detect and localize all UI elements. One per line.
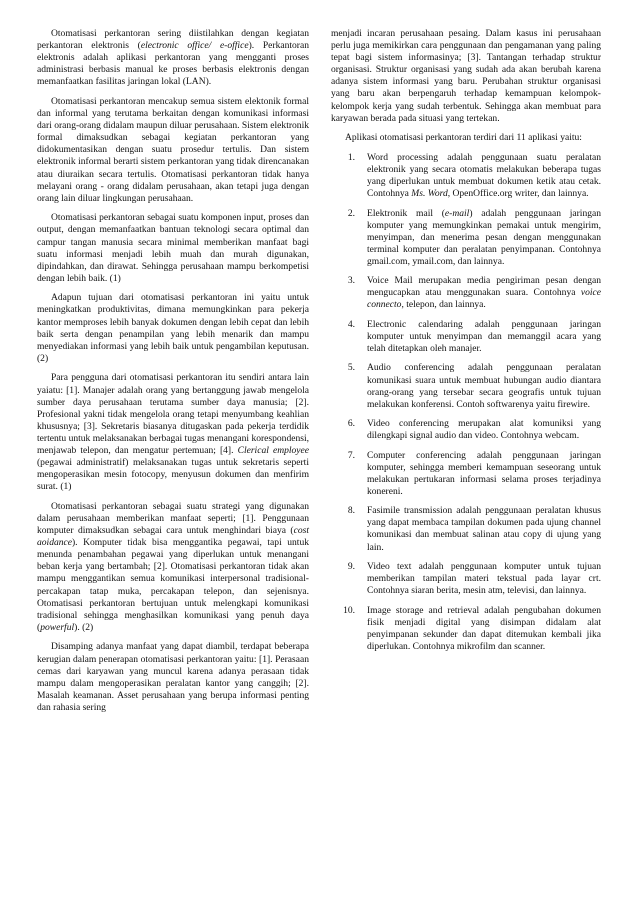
text-run: Para pengguna dari otomatisasi perkantoran itu sendiri antara lain yaiatu: [1]. Manajer adalah orang yang bertanggung jawab mengelola sumber daya perusahaan terutama sumber daya manusia; [2]. Profesional yakni tidak mengelola orang tetapi menyumbang keahlian khususnya; [3]. Sekretaris biasanya ditugaskan pada pekerja terdidik tertentu untuk melaksanakan berbagai tugas menangani korespondensi, menjawab telepon, dan mengatur pertemuan; [4]. bbox=[37, 372, 309, 456]
body-paragraph bbox=[37, 641, 309, 714]
body-paragraph bbox=[331, 28, 601, 125]
text-run: Video conferencing merupakan alat komuniksi yang dilengkapi signal audio dan video. Contohnya webcam. bbox=[367, 418, 601, 442]
list-item bbox=[331, 505, 601, 553]
right-column bbox=[331, 28, 601, 660]
body-paragraph bbox=[37, 292, 309, 365]
body-paragraph bbox=[37, 501, 309, 634]
text-run: Disamping adanya manfaat yang dapat diambil, terdapat beberapa kerugian dalam penerapan otomatisasi perkantoran yaitu: [1]. Perasaan cemas dari karyawan yang muncul karena adanya perasaan tidak mampu dalam mengoperasikan peralatan kantor yang canggih; [2]. Masalah keamanan. Asset perusahaan yang berupa informasi penting dan rahasia sering bbox=[37, 641, 309, 713]
text-run: Voice Mail merupakan media pengiriman pesan dengan mengucapkan atau menggunakan suara. Contohnya bbox=[367, 275, 601, 299]
list-number: 9. bbox=[347, 560, 355, 572]
text-run: Elektronik mail ( bbox=[367, 207, 445, 219]
text-run: Video text adalah penggunaan komputer untuk tujuan memberikan tampilan materi tekstual pada layar crt. Contohnya siaran berita, mesin atm, televisi, dan lainnya. bbox=[367, 560, 601, 597]
italic-term: voice connecto bbox=[367, 287, 601, 311]
list-number: 5. bbox=[347, 362, 355, 374]
list-number: 7. bbox=[347, 449, 355, 461]
text-run: Electronic calendaring adalah penggunaan jaringan komputer untuk menyimpan dan memanggil acara yang telah ditetapkan oleh manajer. bbox=[367, 318, 601, 355]
text-run: ). (2) bbox=[74, 621, 94, 633]
text-run: Adapun tujuan dari otomatisasi perkantoran ini yaitu untuk meningkatkan produktivitas, dimana memungkinkan para pekerja kantor memproses lebih banyak dokumen dengan lebih cepat dan lebih baik serta dengan penampilan yang lebih menarik dan mampu menyediakan informasi yang lebih baik untuk pengambilan keputusan. (2) bbox=[37, 292, 309, 364]
text-run: Otomatisasi perkantoran sering diistilahkan dengan kegiatan perkantoran elektronis ( bbox=[37, 28, 309, 52]
list-number: 4. bbox=[347, 318, 355, 330]
text-run: (pegawai administratif) melaksanakan tugas untuk sekretaris seperti mengoperasikan mesin fotocopy, menyusun dokumen dan menfirim surat. (1) bbox=[37, 457, 309, 493]
list-item-text bbox=[367, 450, 601, 498]
list-item bbox=[331, 561, 601, 597]
list-item-text bbox=[367, 319, 601, 355]
list-item bbox=[331, 152, 601, 200]
list-number: 1. bbox=[347, 151, 355, 163]
text-run: Otomatisasi perkantoran mencakup semua sistem elektonik formal dan informal yang terutama berkaitan dengan komunikasi informasi dari orang-orang didalam maupun diluar perusahaan. Sistem elektronik formal dimaksudkan sebagai kegiatan perkantoran yang didokumentasikan dengan suatu prosedur tertulis. Dan sistem elektronik informal berarti sistem perkantoran yang tidak direncanakan atau diuraikan secara tertulis. Otomatisasi perkantoran tidak hanya melayani orang - orang didalam perusahaan, akan tetapi juga dengan orang lain diluar lingkungan perusahaan. bbox=[37, 95, 310, 204]
list-item bbox=[331, 362, 601, 410]
italic-term: Ms. Word bbox=[411, 188, 448, 200]
italic-term: Clerical employee bbox=[237, 445, 310, 456]
list-item-text bbox=[367, 208, 601, 268]
list-item bbox=[331, 208, 601, 268]
italic-term: electronic office/ e-office bbox=[140, 40, 249, 52]
list-item-text bbox=[367, 362, 601, 410]
italic-term: powerful bbox=[40, 621, 75, 633]
list-number: 6. bbox=[347, 418, 355, 430]
list-number: 3. bbox=[347, 275, 355, 287]
list-item bbox=[331, 418, 601, 442]
text-run: ) adalah penggunaan jaringan komputer yang memungkinkan pemakai untuk mengirim, menyimpan, dan menerima pesan dengan menggunakan terminal komputer dan peralatan penyimpanan. Contohnya gmail.com, ymail.com, dan lainnya. bbox=[367, 207, 601, 267]
body-paragraph bbox=[37, 372, 309, 493]
text-run: Aplikasi otomatisasi perkantoran terdiri dari 11 aplikasi yaitu: bbox=[345, 132, 582, 144]
body-paragraph bbox=[37, 28, 309, 88]
list-item bbox=[331, 450, 601, 498]
text-run: Otomatisasi perkantoran sebagai suatu komponen input, proses dan output, dengan memanfaatkan bantuan teknologi secara optimal dan campur tangan manusia secara minimal memberikan manfaat bagi suatu informasi menjadi lebih muah dan murah digunakan, dipindahkan, dan dirawat. Sehingga perusahaan mampu berkompetisi dengan lebih baik. (1) bbox=[37, 212, 309, 284]
text-run: menjadi incaran perusahaan pesaing. Dalam kasus ini perusahaan perlu juga memikirkan cara penggunaan dan pengamanan yang paling tepat bagi sistem informasinya; [3]. Tantangan terhadap struktur organisasi. Struktur organisasi yang sudah ada akan berubah karena adanya sistem informasi yang baru. Perubahan struktur organisasi yang baru akan berpengaruh terhadap kemampuan kelompok-kelompok kerja yang sudah terbentuk. Sehingga akan membuat para karyawan berada pada situasi yang tertekan. bbox=[331, 28, 601, 124]
text-run: Otomatisasi perkantoran sebagai suatu strategi yang digunakan dalam perusahaan memberikan manfaat seperti; [1]. Penggunaan komputer dimaksudkan sebagai cara untuk menghindari biaya ( bbox=[37, 500, 309, 537]
text-run: Fasimile transmission adalah penggunaan peralatan khusus yang dapat membaca tampilan dokumen pada ujung channel komunikasi dan membuat salinan atau copy di ujung yang lain. bbox=[367, 505, 601, 553]
list-item bbox=[331, 319, 601, 355]
text-run: Audio conferencing adalah penggunaan peralatan komunikasi suara untuk membuat hubungan audio diantara orang-orang yang tersebar secara geografis untuk tujuan melakukan konferensi. Contoh softwarenya yaitu firewire. bbox=[367, 362, 601, 410]
list-item bbox=[331, 605, 601, 653]
text-run: ). Perkantoran elektronis adalah aplikasi perkantoran yang mengganti proses administrasi berbasis manual ke proses berbasis elektronis dengan memanfaatkan fasilitas jaringan lokal (LAN). bbox=[37, 40, 309, 88]
list-item-text bbox=[367, 418, 601, 442]
text-run: , telepon, dan lainnya. bbox=[401, 299, 486, 311]
list-item-text bbox=[367, 505, 601, 553]
italic-term: cost aoidance bbox=[37, 525, 309, 549]
body-paragraph bbox=[331, 132, 601, 144]
left-column bbox=[37, 28, 309, 721]
list-number: 8. bbox=[347, 505, 355, 517]
text-run: , OpenOffice.org writer, dan lainnya. bbox=[447, 188, 589, 200]
text-run: ). Komputer tidak bisa menggantika pegawai, tapi untuk menunda penambahan pegawai yang diperlukan untuk menangani beban kerja yang bertambah; [2]. Otomatisasi perkantoran tidak akan mampu menggantikan semua komunikasi interpersonal tradisional-percakapan tatap muka, percakapan telepon, dan sejenisnya. Otomatisasi perkantoran bertujuan untuk melengkapi komunikasi tradisional sehingga menghasilkan komunikasi yang penuh daya ( bbox=[37, 537, 309, 633]
list-number: 10. bbox=[343, 604, 355, 616]
list-item-text bbox=[367, 561, 601, 597]
list-item-text bbox=[367, 275, 601, 311]
body-paragraph bbox=[37, 212, 309, 285]
list-item bbox=[331, 275, 601, 311]
italic-term: e-mail bbox=[444, 207, 470, 219]
list-item-text bbox=[367, 605, 601, 653]
text-run: Word processing adalah penggunaan suatu peralatan elektronik yang secara otomatis melakukan beberapa tugas yang diperlukan untuk membuat dokumen ketik atau cetak. Contohnya bbox=[367, 151, 601, 200]
text-run: Computer conferencing adalah penggunaan jaringan komputer, sehingga memberi kemampuan seseorang untuk melakukan pertukaran informasi selama proses terjadinya konereni. bbox=[367, 449, 601, 497]
text-run: Image storage and retrieval adalah pengubahan dokumen fisik menjadi digital yang disimpan didalam alat penyimpanan sekunder dan dapat ditemukan kembali jika diperlukan. Contohnya mikrofilm dan scanner. bbox=[367, 604, 601, 652]
list-item-text bbox=[367, 152, 601, 200]
application-list bbox=[331, 152, 601, 653]
list-number: 2. bbox=[347, 207, 355, 219]
body-paragraph bbox=[37, 96, 309, 205]
